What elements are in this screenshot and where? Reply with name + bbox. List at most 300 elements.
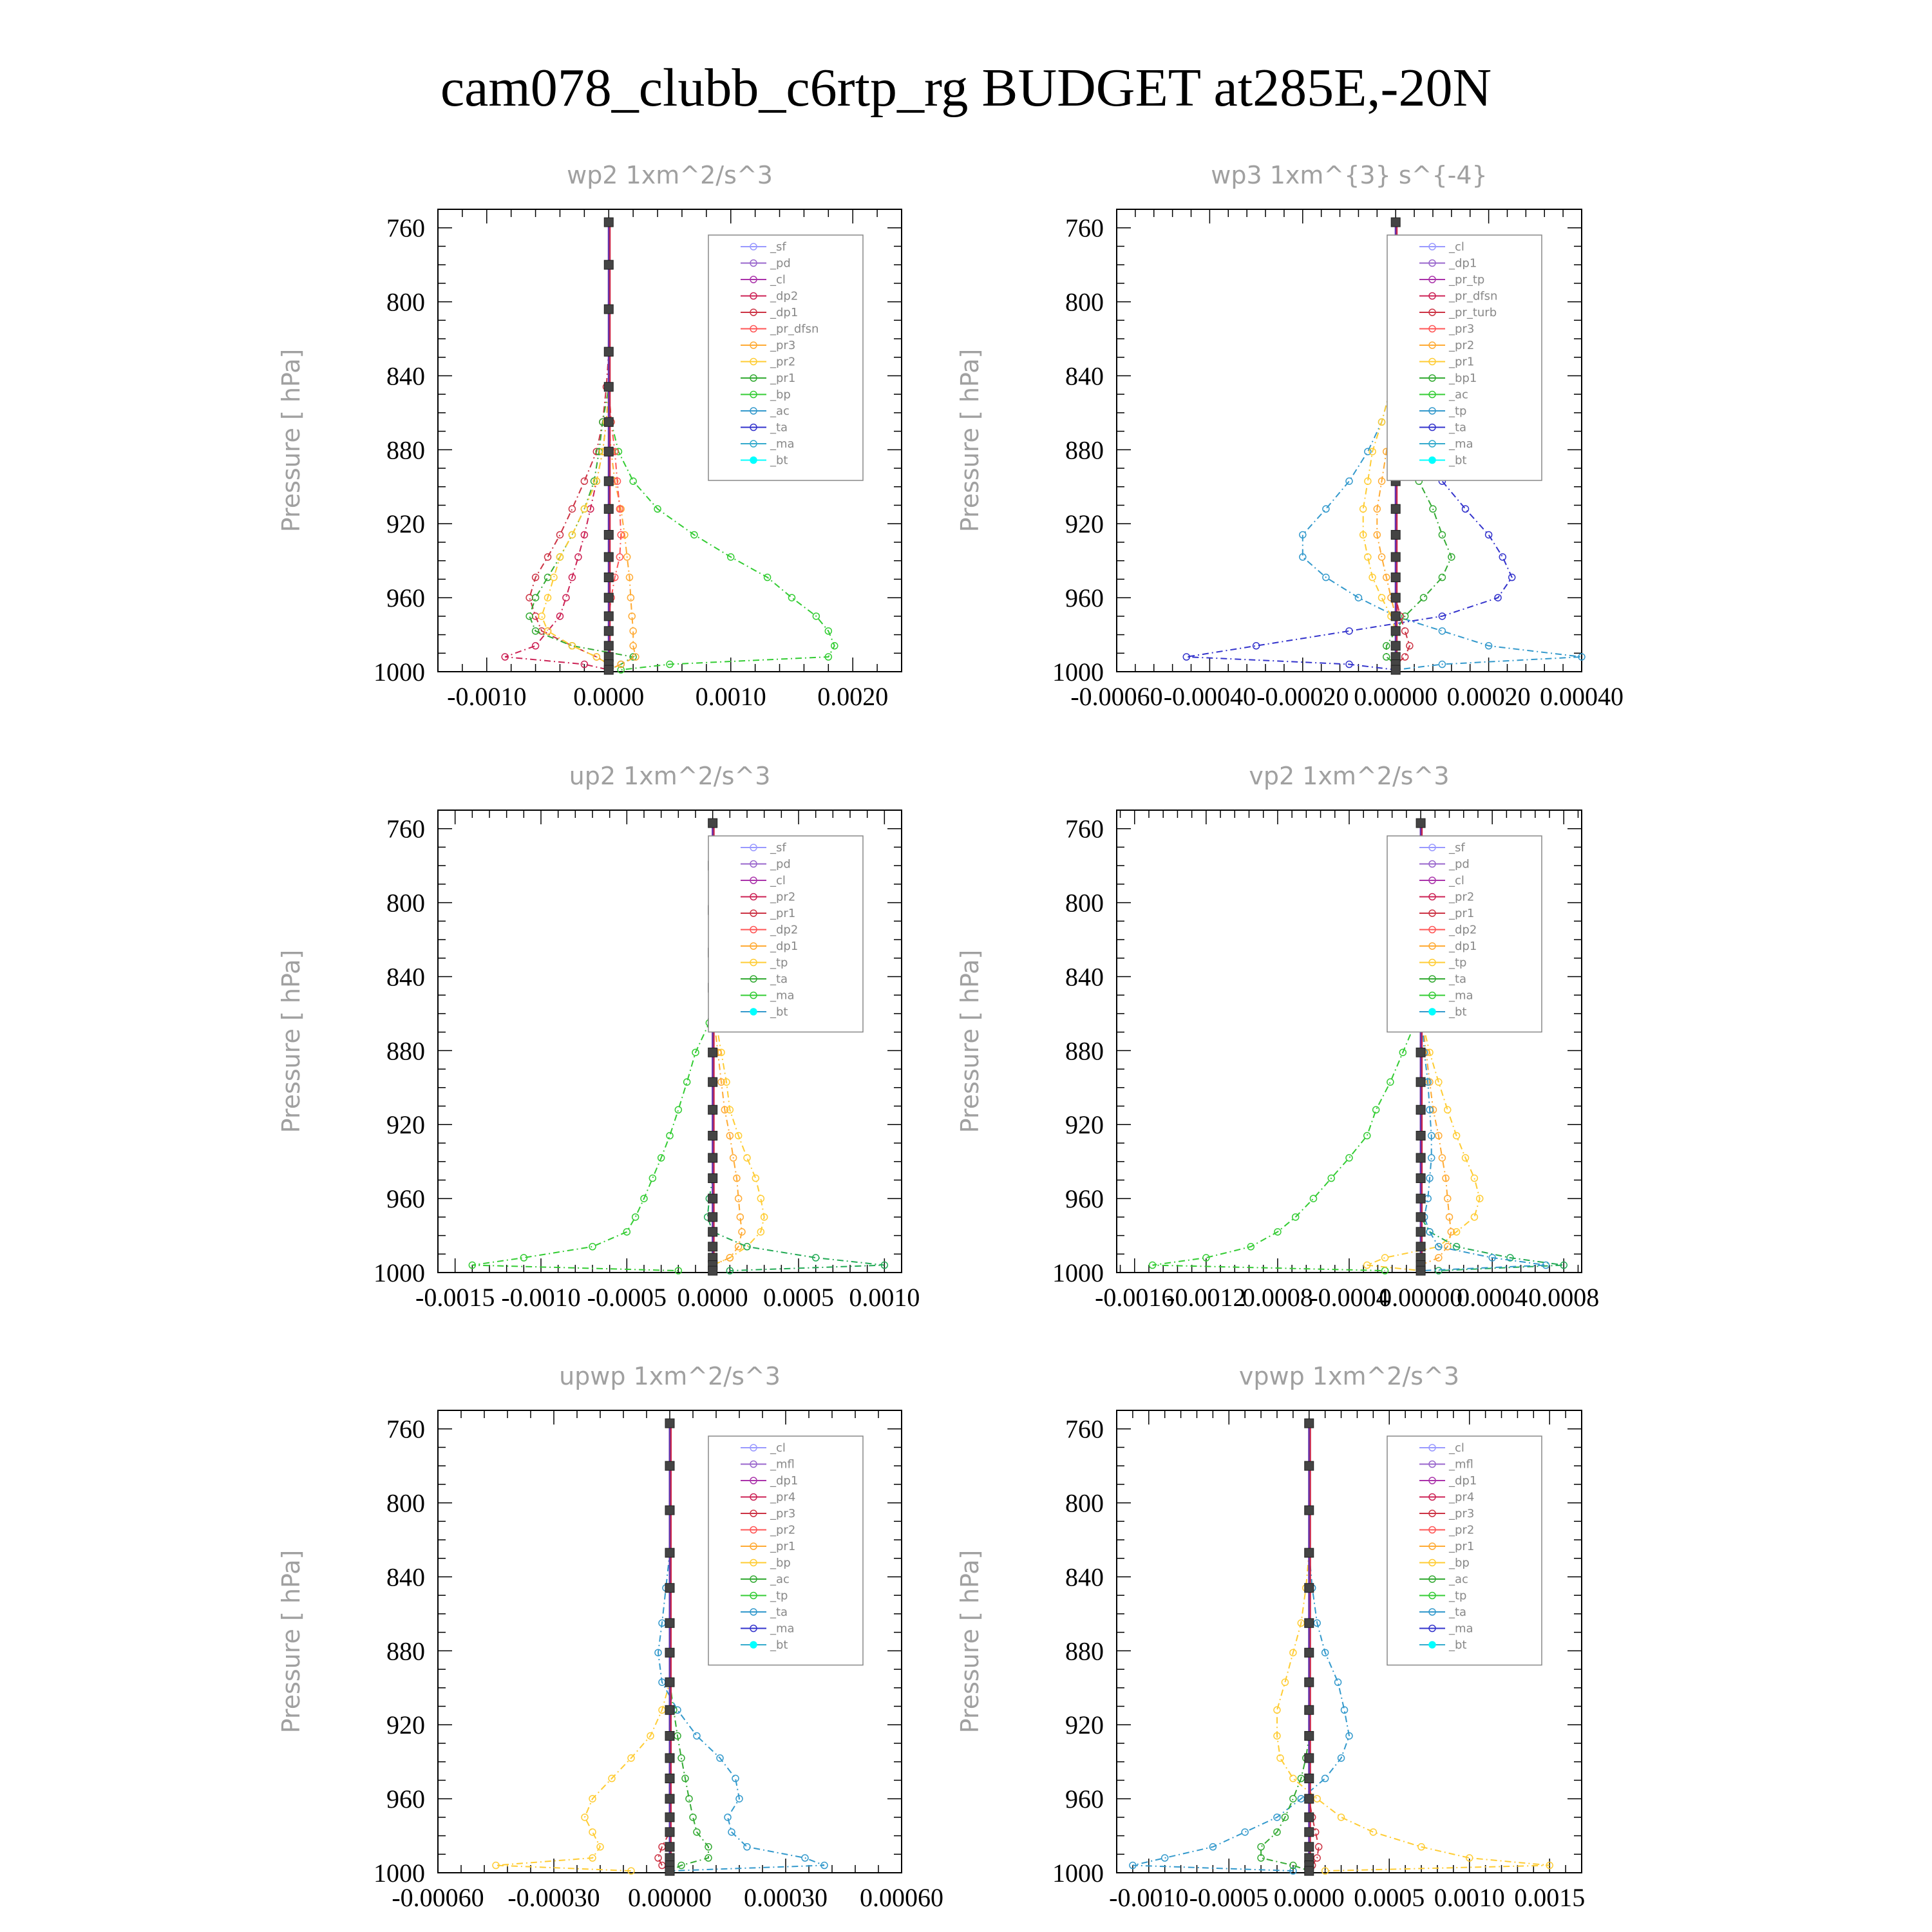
legend-label: _bt	[770, 1638, 788, 1652]
x-tick-label: -0.00060	[1070, 682, 1163, 711]
y-tick-label: 1000	[374, 658, 425, 687]
series-line-_pr1	[529, 222, 633, 670]
chart-panel-5	[277, 1362, 943, 1912]
legend-label: _ta	[1449, 1605, 1467, 1619]
legend-label: _ma	[770, 989, 795, 1003]
series-line-_bp	[670, 1423, 708, 1871]
data-point	[735, 1195, 742, 1202]
legend-label: _cl	[770, 874, 786, 887]
zero-series-marker	[604, 573, 613, 582]
zero-series-marker	[708, 1266, 717, 1275]
legend-label: _pr4	[1449, 1490, 1475, 1504]
panel-title: upwp 1xm^2/s^3	[559, 1362, 781, 1390]
data-point	[1338, 1814, 1345, 1821]
y-tick-label: 920	[386, 1710, 425, 1740]
zero-series-marker	[708, 1131, 717, 1140]
data-point	[1421, 594, 1427, 601]
legend-label: _sf	[770, 841, 786, 855]
y-tick-label: 1000	[1052, 1859, 1104, 1888]
legend-label: _pr3	[770, 1507, 796, 1520]
x-tick-label: 0.00000	[1354, 682, 1438, 711]
zero-series-marker	[604, 530, 613, 539]
y-tick-label: 840	[1065, 1562, 1104, 1592]
zero-series-marker	[604, 417, 613, 426]
legend-label: _bt	[770, 1005, 788, 1019]
zero-series-marker	[1391, 218, 1400, 227]
zero-series-marker	[665, 1506, 674, 1515]
y-tick-label: 760	[1065, 814, 1104, 844]
series-line-_dp1	[1153, 823, 1421, 1271]
y-tick-label: 880	[1065, 1036, 1104, 1066]
chart-panel-3	[277, 762, 920, 1312]
zero-series-marker	[1416, 1077, 1425, 1086]
zero-series-marker	[665, 1584, 674, 1593]
zero-series-marker	[604, 612, 613, 621]
data-point	[1258, 1844, 1264, 1850]
legend-label: _pd	[770, 256, 791, 270]
zero-series-marker	[1305, 1618, 1314, 1627]
x-tick-label: 0.0015	[1514, 1883, 1586, 1912]
zero-series-marker	[1305, 1866, 1314, 1875]
y-tick-label: 1000	[1052, 658, 1104, 687]
chart-panel-1	[277, 161, 902, 711]
legend-marker	[750, 1009, 757, 1015]
y-tick-label: 800	[386, 888, 425, 918]
legend-label: _pr1	[1449, 907, 1475, 920]
x-tick-label: 0.0005	[1354, 1883, 1425, 1912]
legend-label: _ta	[1449, 972, 1467, 986]
y-axis-label: Pressure [ hPa]	[277, 949, 305, 1133]
zero-series-marker	[665, 1618, 674, 1627]
x-tick-label: -0.00020	[1256, 682, 1349, 711]
zero-series-marker	[1305, 1584, 1314, 1593]
data-point	[1444, 1106, 1451, 1113]
data-point	[533, 643, 539, 649]
zero-series-marker	[604, 665, 613, 674]
series-line-_bp	[1261, 1423, 1309, 1871]
legend-label: _pd	[1449, 857, 1470, 871]
x-tick-label: 0.00020	[1446, 682, 1531, 711]
y-tick-label: 920	[1065, 1710, 1104, 1740]
data-point	[1242, 1829, 1248, 1835]
legend-label: _pr_tp	[1449, 273, 1485, 287]
series-line-_pr4	[658, 1423, 670, 1871]
y-tick-label: 840	[386, 962, 425, 992]
legend-label: _dp1	[770, 1474, 799, 1488]
x-tick-label: 0.0020	[817, 682, 889, 711]
zero-series-marker	[665, 1842, 674, 1852]
zero-series-marker	[1391, 553, 1400, 562]
zero-series-marker	[708, 1077, 717, 1086]
data-point	[675, 1106, 681, 1113]
series-line-_dp1	[472, 823, 712, 1271]
zero-series-marker	[1305, 1648, 1314, 1657]
data-point	[1439, 574, 1445, 581]
legend-label: _cl	[1449, 240, 1464, 254]
zero-series-marker	[665, 1419, 674, 1428]
zero-series-marker	[1305, 1754, 1314, 1763]
data-point	[752, 1175, 759, 1182]
data-point	[630, 478, 636, 484]
data-point	[655, 1855, 661, 1861]
x-tick-label: -0.0015	[415, 1283, 495, 1312]
zero-series-marker	[1305, 1813, 1314, 1822]
zero-series-marker	[1305, 1506, 1314, 1515]
zero-series-marker	[665, 1828, 674, 1837]
legend-label: _pr3	[1449, 1507, 1475, 1520]
legend-label: _ac	[770, 404, 790, 418]
series-line-_pr1	[496, 1423, 670, 1871]
data-point	[1346, 1155, 1352, 1161]
zero-series-marker	[665, 1731, 674, 1740]
x-tick-label: 0.0010	[695, 682, 766, 711]
y-axis-label: Pressure [ hPa]	[956, 348, 984, 533]
zero-series-marker	[708, 1227, 717, 1236]
x-tick-label: 0.0008	[1242, 1283, 1313, 1312]
data-point	[1402, 628, 1408, 634]
legend-label: _tp	[1449, 1589, 1467, 1603]
legend-label: _pr2	[1449, 339, 1475, 352]
zero-series-marker	[1416, 819, 1425, 828]
chart-panel-6	[956, 1362, 1585, 1912]
zero-series-marker	[1305, 1828, 1314, 1837]
zero-series-marker	[708, 1105, 717, 1114]
data-point	[1364, 1132, 1370, 1139]
zero-series-marker	[1416, 1227, 1425, 1236]
y-tick-label: 920	[386, 509, 425, 539]
legend-label: _sf	[770, 240, 786, 254]
y-axis-label: Pressure [ hPa]	[956, 1549, 984, 1734]
legend-label: _ac	[770, 1573, 790, 1586]
legend-marker	[750, 457, 757, 464]
zero-series-marker	[1305, 1678, 1314, 1687]
zero-series-marker	[1416, 1153, 1425, 1162]
data-point	[1428, 1155, 1435, 1161]
data-point	[1373, 1106, 1379, 1113]
data-point	[545, 574, 551, 581]
y-tick-label: 920	[1065, 1110, 1104, 1140]
legend-label: _pr_dfsn	[1449, 289, 1498, 303]
data-point	[1322, 1776, 1329, 1782]
y-tick-label: 1000	[374, 1258, 425, 1287]
zero-series-marker	[1416, 1242, 1425, 1251]
zero-series-marker	[1391, 530, 1400, 539]
data-point	[569, 506, 575, 512]
zero-series-marker	[1416, 1131, 1425, 1140]
legend-label: _dp2	[1449, 923, 1477, 937]
legend-label: _ta	[770, 421, 788, 435]
legend-label: _dp2	[770, 923, 799, 937]
legend-label: _cl	[770, 1441, 786, 1455]
zero-series-marker	[1416, 1174, 1425, 1183]
data-point	[589, 1244, 596, 1250]
x-tick-label: -0.00030	[507, 1883, 600, 1912]
zero-series-marker	[665, 1705, 674, 1714]
legend-label: _pr_turb	[1449, 306, 1497, 319]
y-tick-label: 960	[1065, 583, 1104, 613]
data-point	[1323, 506, 1329, 512]
data-point	[1310, 1195, 1316, 1202]
x-tick-label: -0.00040	[1163, 682, 1256, 711]
y-tick-label: 800	[1065, 1488, 1104, 1518]
legend-label: _tp	[770, 1589, 788, 1603]
legend-label: _tp	[770, 956, 788, 970]
zero-series-marker	[1391, 665, 1400, 674]
x-tick-label: -0.0005	[1189, 1883, 1269, 1912]
zero-series-marker	[604, 305, 613, 314]
zero-series-marker	[708, 1048, 717, 1057]
x-tick-label: 0.0000	[573, 682, 645, 711]
legend-label: _cl	[770, 273, 786, 287]
x-tick-label: 0.0000	[677, 1283, 748, 1312]
legend-label: _dp1	[1449, 940, 1477, 953]
legend-label: _dp1	[1449, 256, 1477, 270]
y-tick-label: 960	[1065, 1184, 1104, 1214]
x-tick-label: 0.0008	[1528, 1283, 1600, 1312]
zero-series-marker	[1416, 1048, 1425, 1057]
data-point	[616, 554, 623, 560]
legend-label: _ac	[1449, 1573, 1468, 1586]
data-point	[1290, 1776, 1296, 1782]
x-tick-label: -0.0016	[1095, 1283, 1175, 1312]
legend-label: _ta	[770, 972, 788, 986]
legend-label: _pr2	[770, 890, 796, 904]
data-point	[744, 1844, 750, 1850]
legend-label: _sf	[1449, 841, 1465, 855]
zero-series-marker	[1305, 1548, 1314, 1557]
legend-label: _cl	[1449, 1441, 1464, 1455]
zero-series-marker	[665, 1794, 674, 1803]
legend-label: _dp1	[1449, 1474, 1477, 1488]
data-point	[1471, 1175, 1477, 1182]
y-tick-label: 1000	[1052, 1258, 1104, 1287]
zero-series-marker	[1305, 1461, 1314, 1470]
zero-series-marker	[665, 1813, 674, 1822]
data-point	[556, 531, 563, 538]
legend-label: _bp	[1449, 1556, 1470, 1570]
zero-series-marker	[604, 218, 613, 227]
data-point	[1274, 1707, 1280, 1713]
data-point	[649, 1175, 656, 1182]
zero-series-marker	[1305, 1794, 1314, 1803]
legend-marker	[1429, 1642, 1435, 1648]
legend-label: _pr1	[770, 1540, 796, 1553]
legend-marker	[1429, 1009, 1435, 1015]
chart-panel-2	[956, 161, 1624, 711]
y-tick-label: 840	[1065, 962, 1104, 992]
data-point	[1387, 1079, 1394, 1085]
legend-label: _dp1	[770, 306, 799, 319]
series-line-_pr3	[609, 222, 636, 670]
legend-label: _ma	[770, 1622, 795, 1636]
y-axis-label: Pressure [ hPa]	[277, 348, 305, 533]
y-tick-label: 880	[386, 435, 425, 465]
zero-series-marker	[1416, 1194, 1425, 1203]
zero-series-marker	[1305, 1842, 1314, 1852]
zero-series-marker	[665, 1754, 674, 1763]
x-tick-label: 0.0004	[1457, 1283, 1528, 1312]
y-tick-label: 880	[1065, 435, 1104, 465]
legend-marker	[750, 1642, 757, 1648]
y-tick-label: 760	[1065, 213, 1104, 243]
legend-label: _tp	[1449, 404, 1467, 418]
zero-series-marker	[1305, 1419, 1314, 1428]
data-point	[581, 478, 587, 484]
data-point	[1444, 1195, 1451, 1202]
data-point	[1346, 478, 1352, 484]
x-tick-label: 0.0005	[763, 1283, 834, 1312]
zero-series-marker	[665, 1678, 674, 1687]
zero-series-marker	[665, 1774, 674, 1783]
legend-label: _pd	[770, 857, 791, 871]
y-tick-label: 960	[386, 583, 425, 613]
data-point	[1382, 1255, 1388, 1261]
y-tick-label: 800	[1065, 287, 1104, 317]
zero-series-marker	[604, 641, 613, 650]
data-point	[526, 613, 533, 620]
legend-label: _pr2	[770, 1523, 796, 1537]
x-tick-label: -0.0012	[1166, 1283, 1246, 1312]
zero-series-marker	[708, 1194, 717, 1203]
series-line-_tp	[1133, 1423, 1349, 1871]
legend-label: _mfl	[770, 1457, 795, 1472]
y-tick-label: 840	[386, 1562, 425, 1592]
zero-series-marker	[708, 819, 717, 828]
x-tick-label: 0.00000	[1379, 1283, 1463, 1312]
zero-series-marker	[1391, 593, 1400, 602]
series-line-_dp2	[505, 222, 609, 670]
zero-series-marker	[604, 553, 613, 562]
legend-label: _pr1	[1449, 1540, 1475, 1553]
legend-label: _bp	[770, 1556, 791, 1570]
data-point	[1370, 1829, 1376, 1835]
zero-series-marker	[1416, 1266, 1425, 1275]
data-point	[684, 1079, 690, 1085]
x-tick-label: 0.00060	[860, 1883, 943, 1912]
y-tick-label: 960	[386, 1184, 425, 1214]
zero-series-marker	[1391, 612, 1400, 621]
y-tick-label: 880	[386, 1636, 425, 1666]
legend-label: _cl	[1449, 874, 1464, 887]
data-point	[1290, 1795, 1296, 1802]
zero-series-marker	[604, 477, 613, 486]
zero-series-marker	[665, 1548, 674, 1557]
data-point	[1379, 594, 1385, 601]
panel-title: up2 1xm^2/s^3	[569, 762, 771, 790]
chart-panel-4	[956, 762, 1599, 1312]
legend-label: _ac	[1449, 388, 1468, 402]
zero-series-marker	[604, 627, 613, 636]
legend-label: _pr1	[770, 907, 796, 920]
data-point	[545, 554, 551, 560]
main-title: cam078_clubb_c6rtp_rg BUDGET at285E,-20N	[440, 58, 1492, 118]
zero-series-marker	[604, 593, 613, 602]
panel-title: wp2 1xm^2/s^3	[567, 161, 773, 189]
x-tick-label: -0.0004	[1309, 1283, 1389, 1312]
zero-series-marker	[1305, 1731, 1314, 1740]
panel-title: vpwp 1xm^2/s^3	[1238, 1362, 1460, 1390]
y-tick-label: 760	[386, 814, 425, 844]
x-tick-label: 0.00000	[628, 1883, 712, 1912]
legend-label: _pr2	[1449, 1523, 1475, 1537]
zero-series-marker	[665, 1866, 674, 1875]
x-tick-label: 0.00030	[744, 1883, 828, 1912]
zero-series-marker	[665, 1648, 674, 1657]
x-tick-label: -0.0005	[587, 1283, 667, 1312]
data-point	[538, 613, 545, 620]
legend-label: _bp1	[1449, 372, 1477, 385]
data-point	[1439, 628, 1445, 634]
legend-label: _dp2	[770, 289, 799, 303]
zero-series-marker	[1391, 627, 1400, 636]
data-point	[533, 594, 539, 601]
legend-label: _pr2	[1449, 890, 1475, 904]
data-point	[545, 628, 551, 634]
zero-series-marker	[708, 1174, 717, 1183]
y-axis-label: Pressure [ hPa]	[956, 949, 984, 1133]
zero-series-marker	[708, 1213, 717, 1222]
y-tick-label: 840	[386, 361, 425, 391]
y-tick-label: 960	[1065, 1785, 1104, 1814]
data-point	[1402, 654, 1408, 660]
legend-label: _dp1	[770, 940, 799, 953]
legend-label: _bt	[1449, 1005, 1467, 1019]
x-tick-label: -0.00060	[392, 1883, 484, 1912]
data-point	[632, 1214, 639, 1220]
legend-label: _pr1	[1449, 355, 1475, 369]
legend-label: _mfl	[1449, 1457, 1473, 1472]
legend-label: _ta	[1449, 421, 1467, 435]
legend-label: _pr3	[1449, 322, 1475, 336]
y-tick-label: 880	[386, 1036, 425, 1066]
x-tick-label: 0.0010	[849, 1283, 920, 1312]
legend-label: _ma	[1449, 437, 1473, 451]
data-point	[788, 594, 795, 601]
legend-label: _ta	[770, 1605, 788, 1619]
data-point	[1486, 531, 1492, 538]
y-tick-label: 920	[1065, 509, 1104, 539]
x-tick-label: 0.00040	[1540, 682, 1624, 711]
y-tick-label: 800	[1065, 888, 1104, 918]
y-tick-label: 760	[386, 213, 425, 243]
legend-label: _ma	[1449, 1622, 1473, 1636]
legend-label: _bp	[770, 388, 791, 402]
zero-series-marker	[1416, 1105, 1425, 1114]
panel-title: vp2 1xm^2/s^3	[1249, 762, 1450, 790]
data-point	[694, 1732, 700, 1739]
legend-label: _ma	[770, 437, 795, 451]
data-point	[1499, 554, 1506, 560]
data-point	[1439, 531, 1445, 538]
data-point	[1314, 1795, 1320, 1802]
zero-series-marker	[1391, 504, 1400, 513]
zero-series-marker	[604, 260, 613, 269]
y-tick-label: 760	[1065, 1414, 1104, 1444]
legend-label: _ma	[1449, 989, 1473, 1003]
legend-label: _tp	[1449, 956, 1467, 970]
zero-series-marker	[708, 1242, 717, 1251]
series-line-_dp1	[529, 222, 609, 670]
zero-series-marker	[1305, 1774, 1314, 1783]
zero-series-marker	[1416, 1213, 1425, 1222]
y-tick-label: 960	[386, 1785, 425, 1814]
x-tick-label: -0.0010	[501, 1283, 581, 1312]
data-point	[551, 574, 557, 581]
y-tick-label: 920	[386, 1110, 425, 1140]
y-axis-label: Pressure [ hPa]	[277, 1549, 305, 1734]
panel-title: wp3 1xm^{3} s^{-4}	[1211, 161, 1488, 189]
zero-series-marker	[604, 447, 613, 456]
